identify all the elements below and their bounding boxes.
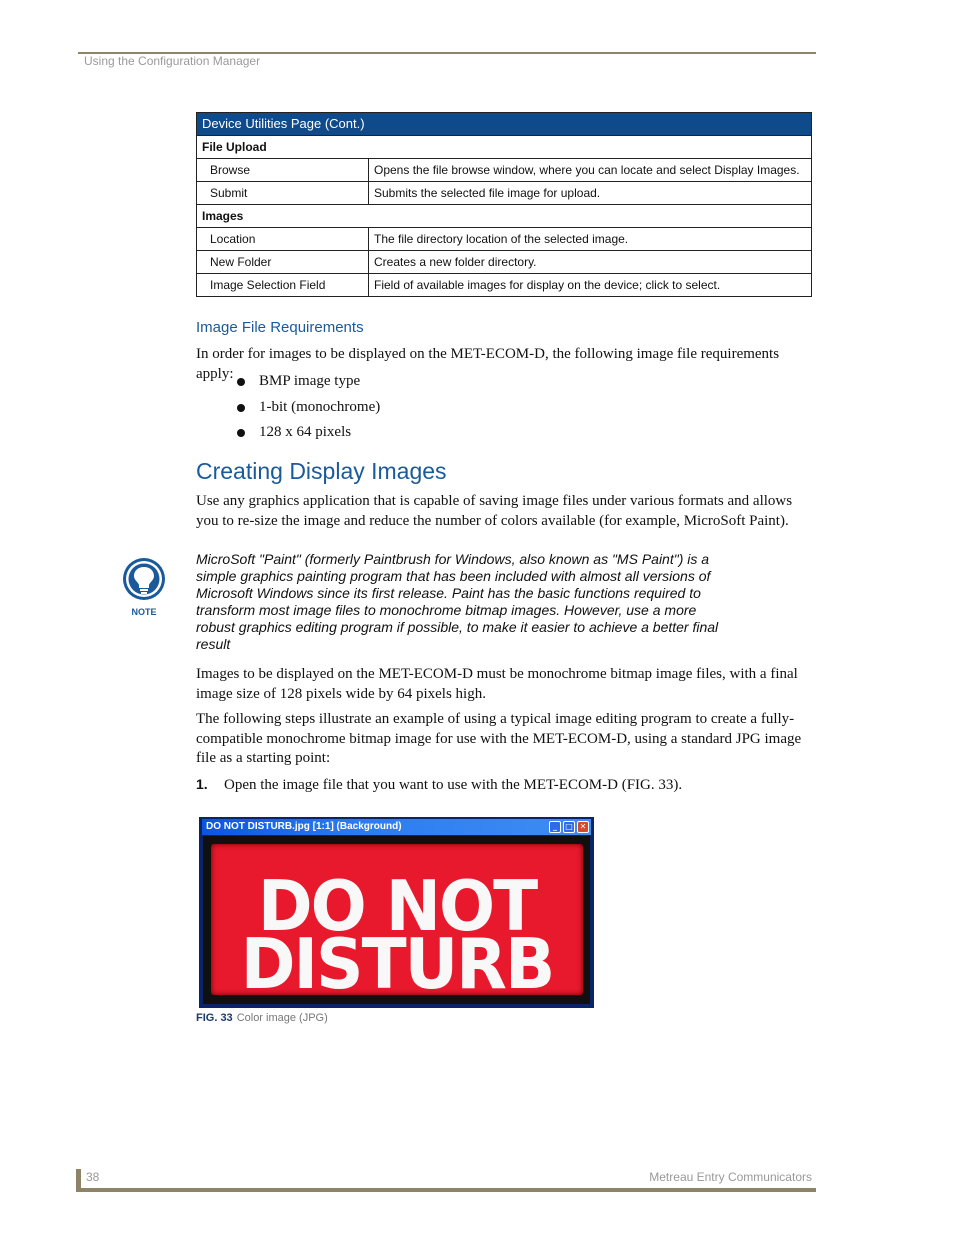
table-row xyxy=(197,228,812,251)
table-cell-desc: Creates a new folder directory. xyxy=(369,251,812,274)
close-icon: ✕ xyxy=(577,821,589,833)
table-cell-desc: Opens the file browse window, where you can locate and select Display Images. xyxy=(369,159,812,182)
page-number: 38 xyxy=(86,1170,100,1184)
table-section-images: Images xyxy=(197,205,812,228)
table-row xyxy=(197,159,812,182)
creating-paragraph-2: Images to be displayed on the MET-ECOM-D must be monochrome bitmap image files, with a final image size of 128 pixels wide by 64 pixels high. xyxy=(196,666,798,702)
figure-label: FIG. 33 xyxy=(196,1012,233,1024)
window-title: DO NOT DISTURB.jpg [1:1] (Background) xyxy=(206,821,402,832)
section-heading-requirements: Image File Requirements xyxy=(196,319,364,336)
minimize-icon: _ xyxy=(549,821,561,833)
creating-paragraph-3: The following steps illustrate an example of using a typical image editing program to create a fully-compatible monochrome bitmap image for use with the MET-ECOM-D, using a standard JPG image file as a starting point: xyxy=(196,711,802,766)
window-titlebar xyxy=(202,819,591,835)
note-label: NOTE xyxy=(131,607,157,617)
step-number: 1. xyxy=(196,776,208,792)
table-row xyxy=(197,274,812,297)
requirements-intro: In order for images to be displayed on the MET-ECOM-D, the following image file requirements apply: xyxy=(196,346,780,382)
table-cell-field: Image Selection Field xyxy=(197,274,369,297)
sign-text-line-2: DISTURB xyxy=(240,924,554,1004)
device-utilities-table xyxy=(196,112,812,297)
list-item: 1-bit (monochrome) xyxy=(236,398,380,424)
table-title: Device Utilities Page (Cont.) xyxy=(197,113,812,136)
table-row xyxy=(197,251,812,274)
image-canvas xyxy=(203,836,590,1004)
figure-caption xyxy=(196,1012,328,1024)
requirements-list xyxy=(236,372,380,449)
maximize-icon: □ xyxy=(563,821,575,833)
image-window xyxy=(199,817,594,1008)
table-cell-field: Browse xyxy=(197,159,369,182)
footer-rule xyxy=(76,1188,816,1192)
table-section-file-upload: File Upload xyxy=(197,136,812,159)
table-cell-desc: Submits the selected file image for upload. xyxy=(369,182,812,205)
note-text: MicroSoft "Paint" (formerly Paintbrush for Windows, also known as "MS Paint") is a simple graphics painting program that has been included with almost all versions of Microsoft Windows since its first release. Paint has the basic functions required to transform most image files to monochrome bitmap images. However, use a more robust graphics editing program if possible, to make it easier to achieve a better final result xyxy=(196,551,719,652)
table-cell-desc: The file directory location of the selected image. xyxy=(369,228,812,251)
step-text: Open the image file that you want to use with the MET-ECOM-D (FIG. 33). xyxy=(224,777,683,793)
running-header: Using the Configuration Manager xyxy=(84,54,261,68)
figure-caption-text: Color image (JPG) xyxy=(236,1012,328,1024)
section-heading-creating: Creating Display Images xyxy=(196,458,447,484)
table-row xyxy=(197,182,812,205)
table-cell-field: Submit xyxy=(197,182,369,205)
footer-doc-title: Metreau Entry Communicators xyxy=(649,1170,812,1184)
table-cell-field: Location xyxy=(197,228,369,251)
list-item: 128 x 64 pixels xyxy=(236,423,380,449)
sign-text-line-1: DO NOT xyxy=(257,866,537,947)
note-icon xyxy=(120,557,168,619)
table-cell-desc: Field of available images for display on the device; click to select. xyxy=(369,274,812,297)
do-not-disturb-sign xyxy=(211,844,583,1004)
list-item: BMP image type xyxy=(236,372,380,398)
creating-paragraph-1: Use any graphics application that is capable of saving image files under various formats and allows you to re-size the image and reduce the number of colors available (for example, MicroSoft Paint). xyxy=(196,493,793,529)
table-cell-field: New Folder xyxy=(197,251,369,274)
